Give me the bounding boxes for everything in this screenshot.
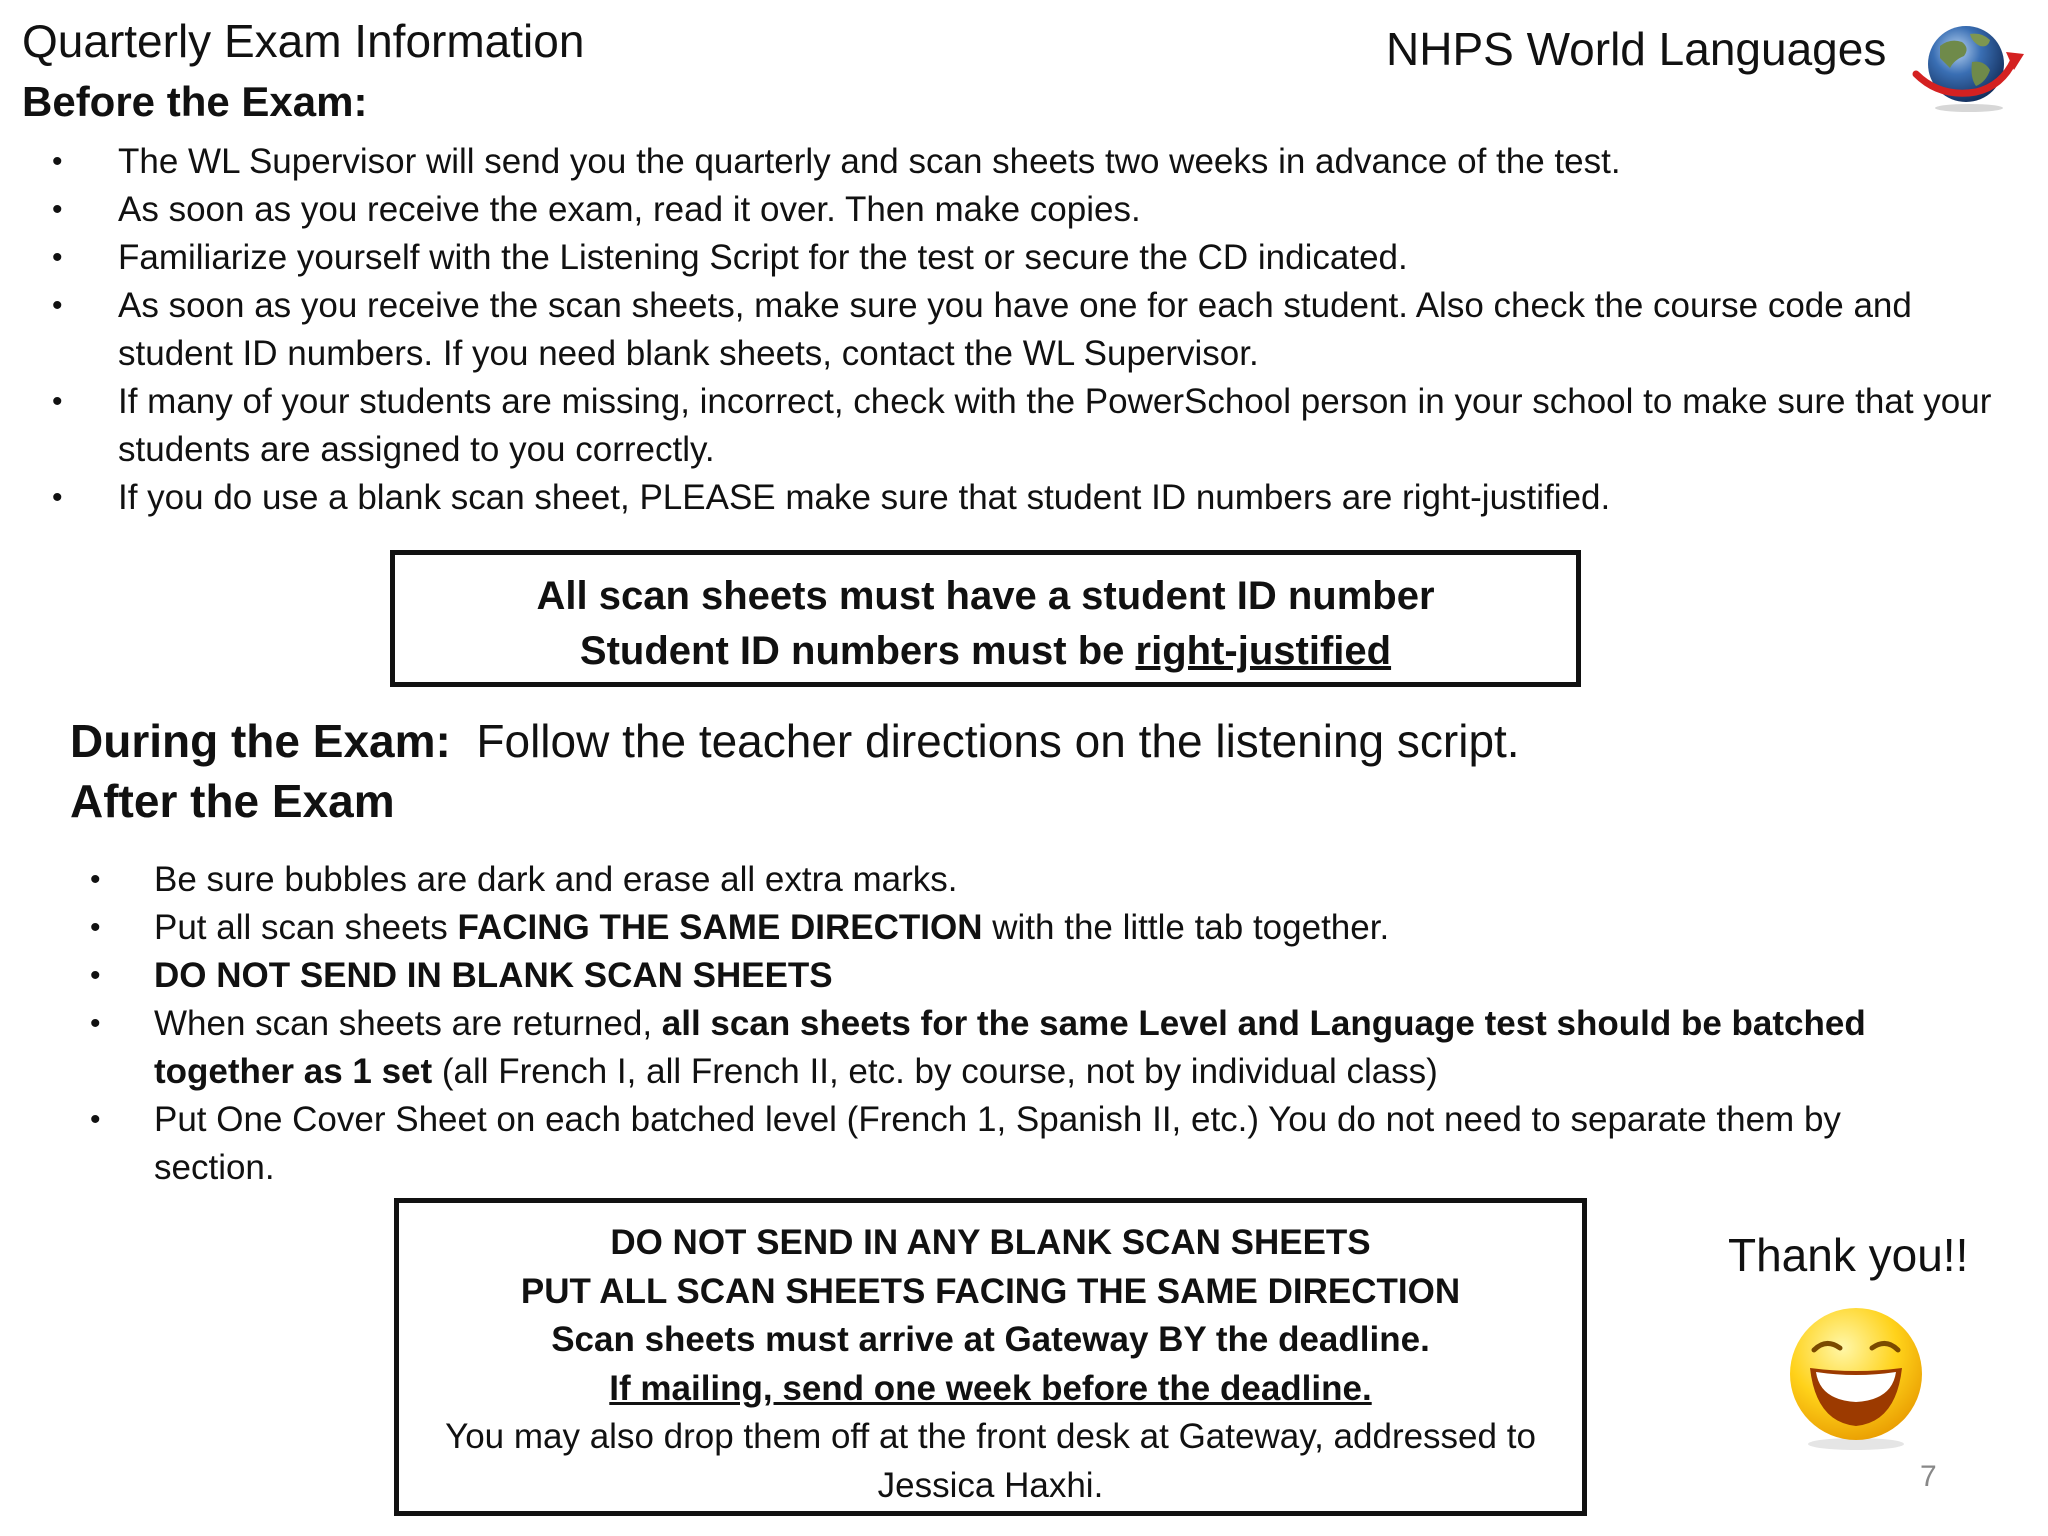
list-item (52, 234, 2023, 282)
list-item (52, 138, 2023, 186)
list-item-text: Put One Cover Sheet on each batched level (French 1, Spanish II, etc.) You do not need to separate them by section. (154, 1100, 1841, 1187)
thank-you-text: Thank you!! (1728, 1229, 1969, 1281)
list-item-text: (all French I, all French II, etc. by course, not by individual class) (432, 1052, 1438, 1091)
list-item (90, 1096, 1954, 1192)
callout-emphasis: right-justified (1135, 629, 1392, 673)
id-number-callout (390, 550, 1581, 687)
bullet-icon: • (52, 481, 63, 514)
list-item-text: If many of your students are missing, incorrect, check with the PowerSchool person in your school to make sure that your students are assigned to you correctly. (118, 382, 1992, 469)
callout-line: All scan sheets must have a student ID number (536, 574, 1435, 618)
page-number: 7 (1920, 1460, 1937, 1493)
list-item (90, 904, 1954, 952)
after-exam-list (90, 856, 1954, 1192)
callout-line: You may also drop them off at the front desk at Gateway, addressed to Jessica Haxhi. (445, 1417, 1536, 1505)
bullet-icon: • (90, 863, 101, 896)
callout-emphasis: If mailing, send one week before the deadline. (609, 1368, 1372, 1408)
callout-line: DO NOT SEND IN ANY BLANK SCAN SHEETS (610, 1223, 1371, 1262)
bullet-icon: • (90, 1007, 101, 1040)
during-exam-line (70, 714, 1520, 768)
list-item-emphasis: all scan sheets for the same Level and Language test should be batched together as 1 set (154, 1004, 1866, 1091)
list-item-text: As soon as you receive the exam, read it over. Then make copies. (118, 190, 1141, 229)
list-item-text: As soon as you receive the scan sheets, make sure you have one for each student. Also check the course code and student ID numbers. If you need blank sheets, contact the WL Supervisor. (118, 286, 1912, 373)
bullet-icon: • (90, 911, 101, 944)
callout-line: PUT ALL SCAN SHEETS FACING THE SAME DIRECTION (520, 1271, 1461, 1311)
list-item (52, 474, 2023, 522)
callout-line: Scan sheets must arrive at Gateway BY the deadline. (551, 1320, 1430, 1359)
list-item-text: When scan sheets are returned, (154, 1004, 662, 1043)
list-item-text: Familiarize yourself with the Listening Script for the test or secure the CD indicated. (118, 238, 1408, 277)
list-item (90, 952, 1954, 1000)
list-item-emphasis: FACING THE SAME DIRECTION (457, 908, 983, 947)
bullet-icon: • (52, 385, 63, 418)
list-item (90, 1000, 1954, 1096)
before-exam-heading: Before the Exam: (22, 78, 368, 125)
callout-line (395, 624, 1576, 679)
callout-line (399, 1365, 1582, 1414)
list-item-text: If you do use a blank scan sheet, PLEASE make sure that student ID numbers are right-justified. (118, 478, 1611, 517)
bullet-icon: • (52, 145, 63, 178)
list-item-text: Put all scan sheets (154, 908, 458, 947)
list-item-emphasis: DO NOT SEND IN BLANK SCAN SHEETS (154, 956, 833, 995)
before-exam-list (52, 138, 2023, 522)
globe-icon (1910, 16, 2028, 112)
bullet-icon: • (90, 959, 101, 992)
document-title: Quarterly Exam Information (22, 15, 585, 67)
list-item-text: Be sure bubbles are dark and erase all extra marks. (154, 860, 958, 899)
bullet-icon: • (52, 241, 63, 274)
bullet-icon: • (90, 1103, 101, 1136)
during-exam-heading: During the Exam: (70, 715, 451, 767)
list-item (90, 856, 1954, 904)
callout-text: Student ID numbers must be (579, 629, 1136, 673)
list-item (52, 282, 2023, 378)
bullet-icon: • (52, 193, 63, 226)
organization-name: NHPS World Languages (1386, 23, 1887, 75)
during-exam-text: Follow the teacher directions on the listening script. (476, 715, 1520, 767)
after-exam-heading: After the Exam (70, 775, 395, 827)
submission-rules-callout (394, 1198, 1587, 1516)
laughing-smiley-icon (1776, 1302, 1936, 1452)
bullet-icon: • (52, 289, 63, 322)
list-item (52, 378, 2023, 474)
list-item (52, 186, 2023, 234)
list-item-text: with the little tab together. (982, 908, 1390, 947)
list-item-text: The WL Supervisor will send you the quarterly and scan sheets two weeks in advance of the test. (118, 142, 1621, 181)
